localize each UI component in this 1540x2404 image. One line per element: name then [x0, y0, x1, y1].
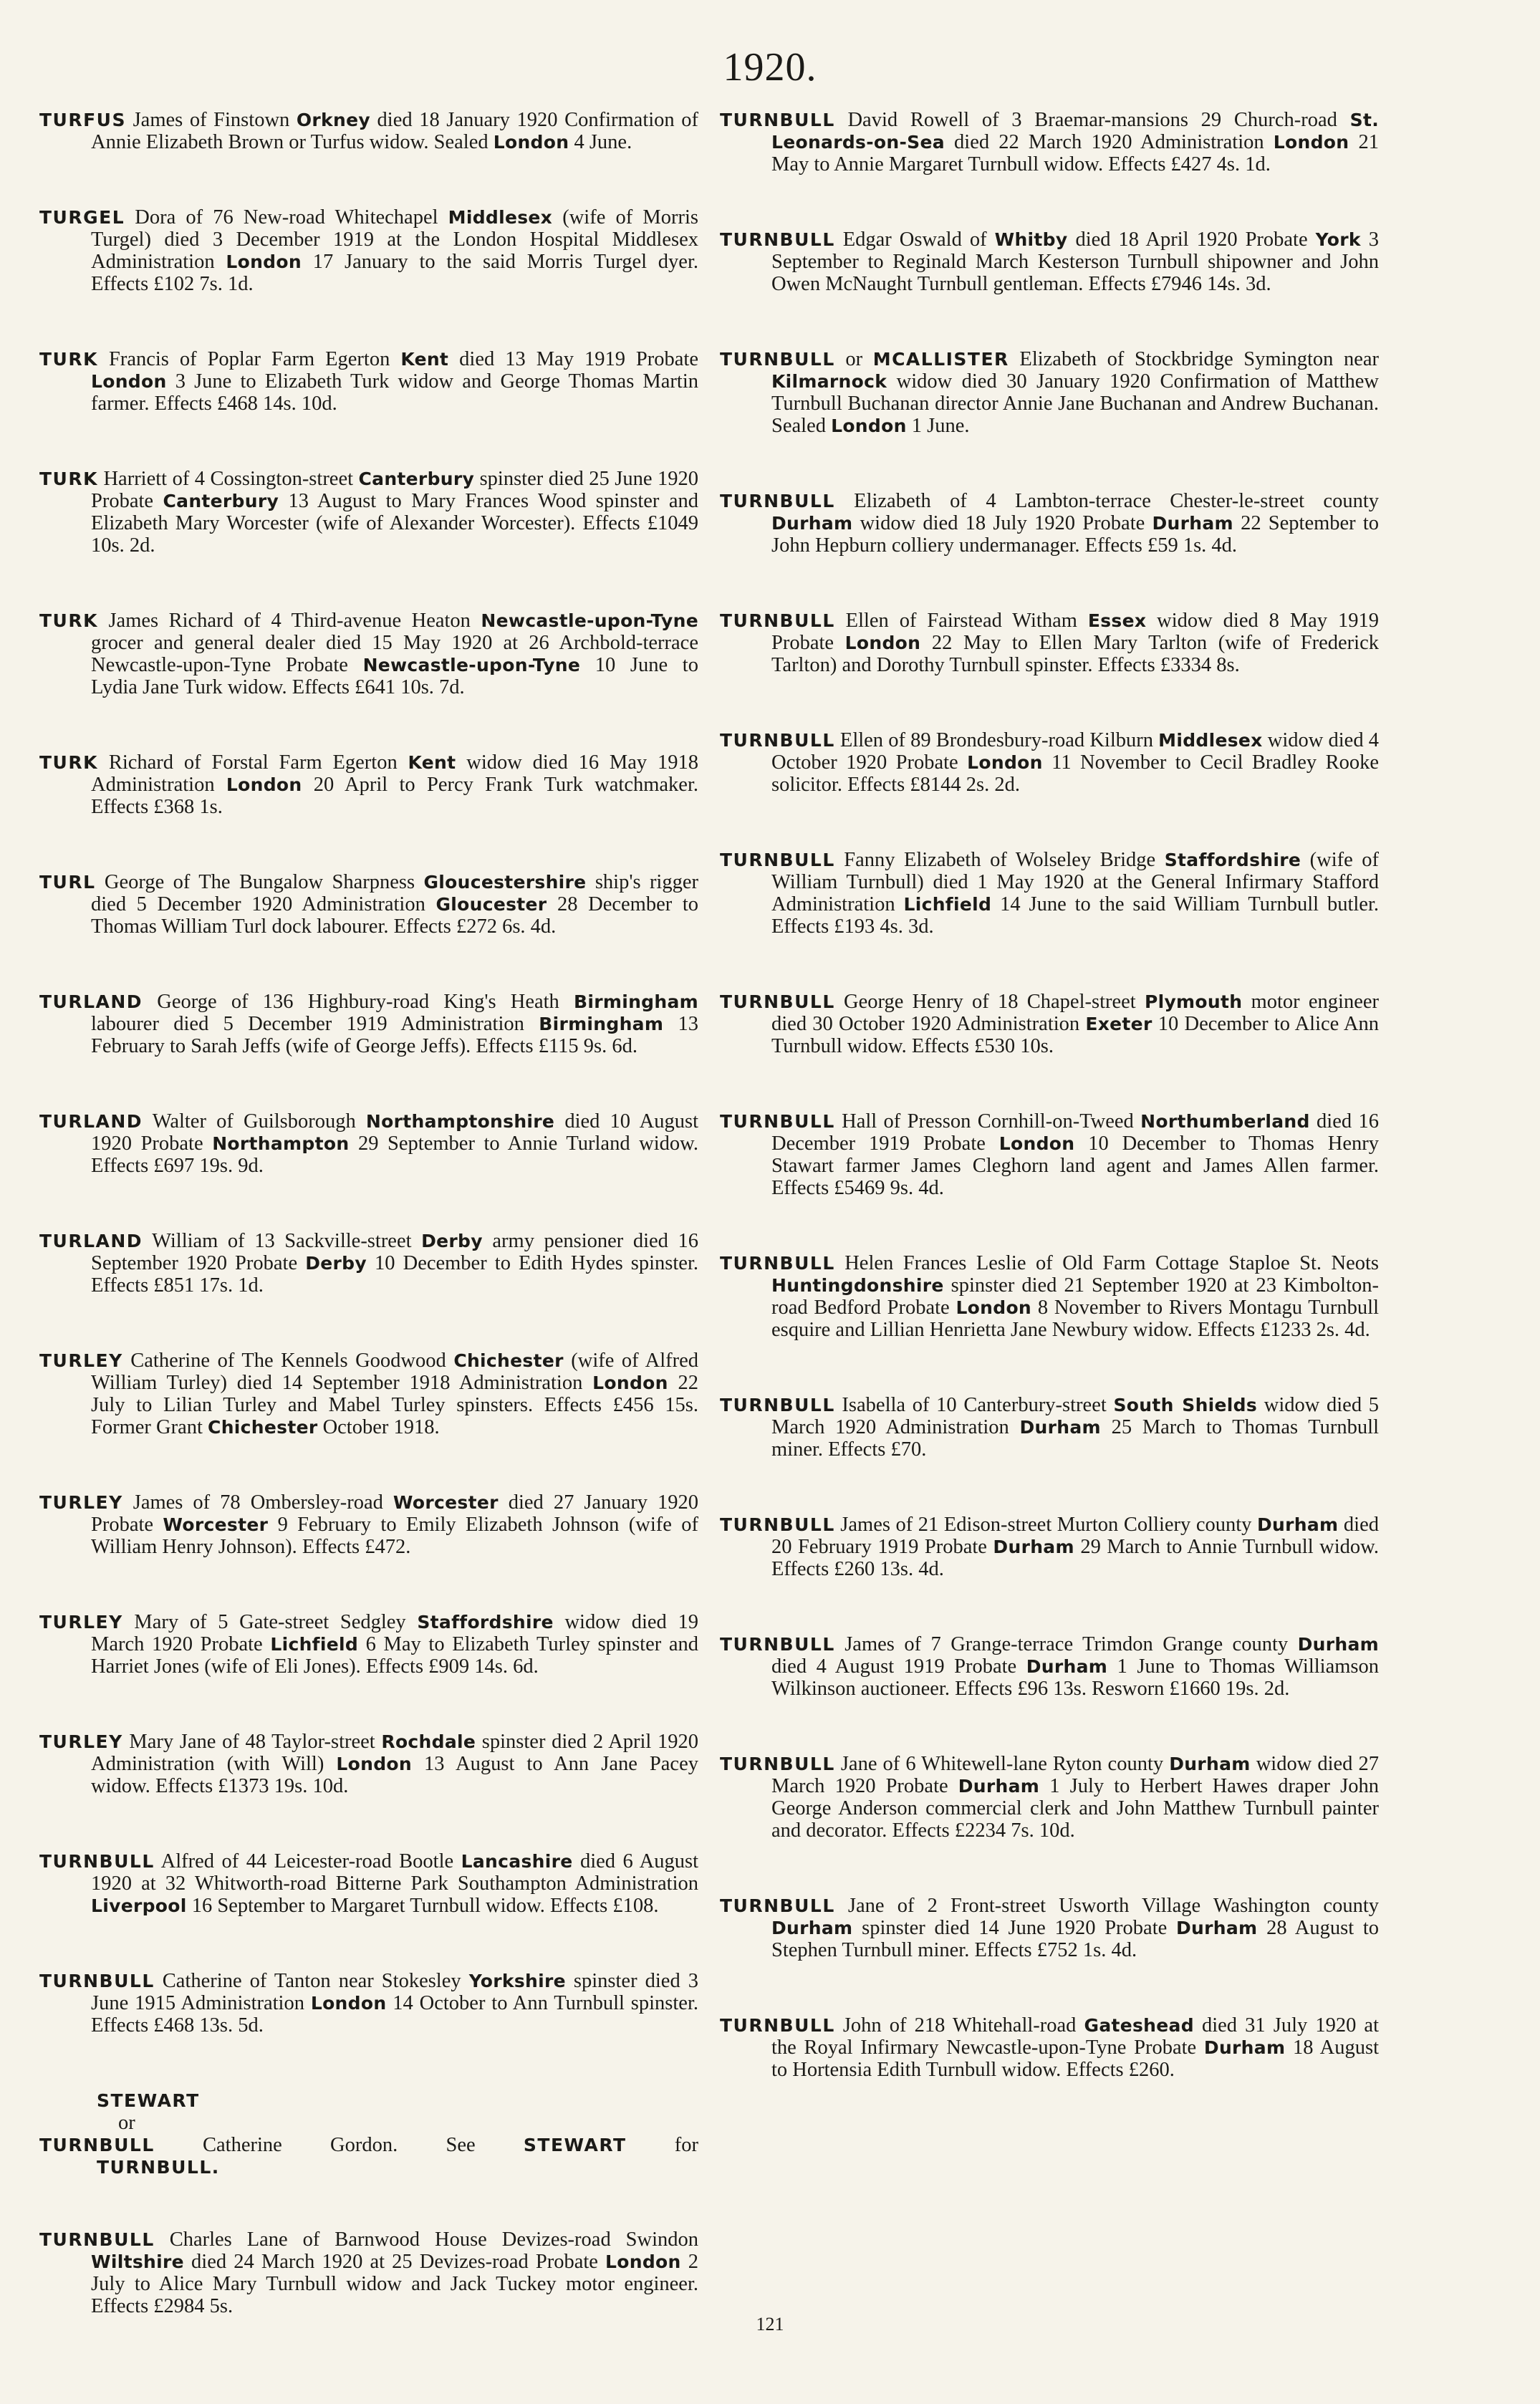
entry-text: James of 21 Edison-street Murton Colliery county [834, 1514, 1257, 1536]
entry-text: Richard of Forstal Farm Egerton [97, 751, 408, 774]
entry-text: died 18 January 1920 Confirmation of Annie Elizabeth Brown or Turfus widow. Sealed [91, 109, 698, 153]
entry-alias-surname: MCALLISTER [872, 349, 1009, 370]
calendar-entry [39, 1611, 698, 1678]
entry-text: Catherine of The Kennels Goodwood [122, 1350, 454, 1372]
calendar-entry [720, 1753, 1379, 1842]
entry-place: Durham [1026, 1656, 1108, 1677]
entry-place: Durham [1297, 1634, 1379, 1655]
calendar-entry [720, 729, 1379, 796]
entry-place: Huntingdonshire [771, 1275, 944, 1296]
entry-alias-connector: or [834, 348, 873, 370]
entry-surname: TURK [39, 349, 98, 370]
entry-place: Staffordshire [417, 1612, 554, 1633]
entry-place: Kent [408, 752, 456, 773]
entry-place: London [493, 132, 569, 153]
calendar-entry [39, 991, 698, 1057]
entry-place: Lichfield [270, 1634, 359, 1655]
entry-text: 6 May to Elizabeth Turley spinster and Harriet Jones (wife of Eli Jones). Effects £909 14s. 6d. [91, 1633, 698, 1678]
entry-place: Middlesex [1158, 730, 1263, 751]
entry-text: 10 December to Edith Hydes spinster. Effects £851 17s. 1d. [91, 1252, 698, 1297]
entry-text: died 24 March 1920 at 25 Devizes-road Probate [183, 2251, 606, 2273]
calendar-entry [39, 1350, 698, 1438]
entry-place: London [967, 752, 1043, 773]
entry-place: Durham [1176, 1918, 1258, 1938]
entry-text: 8 November to Rivers Montagu Turnbull esquire and Lillian Henrietta Jane Newbury widow. Effects £1233 2s. 4d. [771, 1297, 1379, 1341]
entry-place: Staffordshire [1164, 850, 1301, 870]
entry-text: Dora of 76 New-road Whitechapel [125, 206, 448, 229]
page-number: 121 [756, 2314, 784, 2335]
entry-text: (wife of Alfred William Turley) died 14 September 1918 Administration [91, 1350, 699, 1394]
entry-text: widow died 5 March 1920 Administration [771, 1394, 1380, 1438]
entry-place: London [226, 774, 302, 795]
entry-surname: TURLEY [39, 1350, 123, 1371]
entry-text: Ellen of 89 Brondesbury-road Kilburn [834, 729, 1159, 751]
entry-text: William of 13 Sackville-street [143, 1230, 422, 1252]
entry-text: died 18 April 1920 Probate [1067, 229, 1316, 251]
entry-text: motor engineer died 30 October 1920 Administration [771, 991, 1379, 1035]
xref-see: See [446, 2134, 476, 2156]
entry-surname: TURNBULL [720, 2015, 835, 2036]
xref-given-names: Catherine Gordon. [203, 2134, 398, 2156]
entry-text: died 4 August 1919 Probate [771, 1655, 1026, 1678]
entry-surname: TURNBULL [39, 2229, 155, 2250]
entry-place: St. Leonards-on-Sea [771, 110, 1379, 153]
entry-place: Worcester [163, 1514, 269, 1535]
entry-place: London [605, 2251, 681, 2272]
calendar-entry [39, 1970, 698, 2037]
entry-surname: TURNBULL [720, 730, 835, 751]
entry-text: widow died 18 July 1920 Probate [852, 512, 1152, 534]
entry-text: 22 September to John Hepburn colliery undermanager. Effects £59 1s. 4d. [771, 512, 1380, 557]
calendar-entry [39, 751, 698, 818]
left-column [39, 109, 698, 2370]
entry-place: Essex [1087, 610, 1147, 631]
entry-surname: TURK [39, 610, 98, 631]
entry-text: Mary of 5 Gate-street Sedgley [122, 1611, 418, 1633]
entry-place: Yorkshire [468, 1971, 566, 1991]
entry-surname: TURLEY [39, 1731, 123, 1752]
entry-place: Rochdale [381, 1731, 476, 1752]
entry-text: Walter of Guilsborough [143, 1110, 366, 1133]
entry-surname: TURLEY [39, 1612, 123, 1633]
entry-place: Durham [993, 1537, 1074, 1557]
entry-surname: TURNBULL [39, 1851, 155, 1872]
entry-text: 14 October to Ann Turnbull spinster. Effects £468 13s. 5d. [91, 1992, 698, 2037]
entry-place: London [1273, 132, 1349, 153]
entry-place: Gateshead [1084, 2015, 1194, 2036]
entry-text: 2 July to Alice Mary Turnbull widow and Jack Tuckey motor engineer. Effects £2984 5s. [91, 2251, 699, 2317]
entry-surname: TURNBULL [720, 229, 835, 250]
entry-text: James of 7 Grange-terrace Trimdon Grange county [834, 1633, 1298, 1655]
entry-text: James Richard of 4 Third-avenue Heaton [97, 610, 481, 632]
entry-place: Birmingham [539, 1014, 664, 1034]
entry-surname: TURNBULL [720, 1634, 835, 1655]
entry-text: Alfred of 44 Leicester-road Bootle [154, 1850, 461, 1872]
entry-text: Isabella of 10 Canterbury-street [834, 1394, 1114, 1416]
entry-surname: TURFUS [39, 110, 126, 130]
entry-text: Charles Lane of Barnwood House Devizes-road Swindon [154, 2228, 698, 2251]
entry-text: 18 August to Hortensia Edith Turnbull widow. Effects £260. [771, 2037, 1379, 2081]
entry-text: 10 June to Lydia Jane Turk widow. Effects £641 10s. 7d. [91, 654, 698, 698]
entry-place: Newcastle-upon-Tyne [481, 610, 698, 631]
calendar-entry [39, 206, 698, 295]
entry-surname: TURNBULL [720, 1895, 835, 1916]
entry-text: October 1918. [317, 1416, 440, 1438]
entry-text: 4 June. [569, 131, 632, 153]
calendar-entry [39, 468, 698, 557]
calendar-entry [720, 849, 1379, 938]
entry-place: London [91, 371, 167, 392]
entry-place: Worcester [393, 1492, 499, 1513]
entry-surname: TURNBULL [720, 1395, 835, 1415]
entry-text: Fanny Elizabeth of Wolseley Bridge [834, 849, 1165, 871]
entry-surname: TURNBULL [720, 349, 835, 370]
entry-place: London [844, 633, 921, 653]
entry-place: Northamptonshire [365, 1111, 555, 1132]
entry-text: 3 June to Elizabeth Turk widow and George Thomas Martin farmer. Effects £468 14s. 10d. [91, 370, 698, 415]
entry-surname: TURNBULL [39, 1971, 155, 1991]
entry-surname: TURL [39, 872, 96, 893]
entry-text: Harriett of 4 Cossington-street [97, 468, 359, 490]
entry-surname: TURK [39, 468, 98, 489]
entry-place: Birmingham [574, 991, 698, 1012]
entry-place: Canterbury [163, 491, 279, 511]
entry-text: 25 March to Thomas Turnbull miner. Effects £70. [771, 1416, 1379, 1461]
entry-surname: TURNBULL [720, 1253, 835, 1274]
entry-place: Whitby [994, 229, 1068, 250]
entry-text: spinster died 25 June 1920 Probate [91, 468, 698, 512]
entry-text: Ellen of Fairstead Witham [834, 610, 1088, 632]
entry-text: George Henry of 18 Chapel-street [834, 991, 1145, 1013]
entry-place: Plymouth [1144, 991, 1243, 1012]
entry-text: died 31 July 1920 at the Royal Infirmary Newcastle-upon-Tyne Probate [771, 2014, 1379, 2059]
entry-text: George of 136 Highbury-road King's Heath [143, 991, 574, 1013]
entry-place: Durham [1256, 1514, 1339, 1535]
entry-place: London [998, 1133, 1075, 1154]
entry-text: Helen Frances Leslie of Old Farm Cottage Staploe St. Neots [834, 1252, 1379, 1274]
entry-text: 29 September to Annie Turland widow. Effects £697 19s. 9d. [91, 1133, 698, 1177]
calendar-entry [720, 1514, 1379, 1580]
entry-place: Middlesex [448, 207, 553, 228]
entry-surname: TURGEL [39, 207, 125, 228]
right-column [720, 109, 1379, 2134]
entry-place: Exeter [1085, 1014, 1152, 1034]
calendar-entry [720, 1633, 1379, 1700]
entry-place: Gloucestershire [423, 872, 587, 893]
entry-place: London [336, 1754, 412, 1774]
calendar-entry [39, 1110, 698, 1177]
entry-text: 21 May to Annie Margaret Turnbull widow. Effects £427 4s. 1d. [771, 131, 1379, 176]
entry-text: Catherine of Tanton near Stokesley [154, 1970, 469, 1992]
entry-text: 1 June. [906, 415, 970, 437]
entry-text: 14 June to the said William Turnbull butler. Effects £193 4s. 3d. [771, 893, 1379, 938]
calendar-entry [720, 1110, 1379, 1199]
xref-for: for [674, 2134, 698, 2156]
entry-place: Orkney [296, 110, 370, 130]
entry-text: 10 December to Alice Ann Turnbull widow. Effects £530 10s. [771, 1013, 1379, 1057]
entry-text: died 20 February 1919 Probate [771, 1514, 1379, 1558]
entry-text: 9 February to Emily Elizabeth Johnson (wife of William Henry Johnson). Effects £472. [91, 1514, 698, 1558]
xref-surname-bottom: TURNBULL. [97, 2157, 220, 2178]
entry-text: spinster died 2 April 1920 Administration (with Will) [91, 1731, 698, 1775]
entry-text: 17 January to the said Morris Turgel dyer. Effects £102 7s. 1d. [91, 251, 698, 295]
entry-text: 22 July to Lilian Turley and Mabel Turley spinsters. Effects £456 15s. Former Grant [91, 1372, 699, 1438]
entry-surname: TURLAND [39, 1111, 143, 1132]
entry-surname: TURLAND [39, 1231, 143, 1251]
entry-text: died 6 August 1920 at 32 Whitworth-road Bitterne Park Southampton Administration [91, 1850, 699, 1895]
entry-place: Durham [771, 513, 853, 534]
entry-text: Edgar Oswald of [834, 229, 995, 251]
entry-text: ship's rigger died 5 December 1920 Administration [91, 871, 698, 915]
entry-text: widow died 30 January 1920 Confirmation of Matthew Turnbull Buchanan director Annie Jane Buchanan and Andrew Buchanan. Sealed [771, 370, 1379, 437]
entry-text: widow died 27 March 1920 Probate [771, 1753, 1379, 1797]
entry-place: Canterbury [358, 468, 475, 489]
entry-text: 28 December to Thomas William Turl dock labourer. Effects £272 6s. 4d. [91, 893, 698, 938]
entry-text: 28 August to Stephen Turnbull miner. Effects £752 1s. 4d. [771, 1917, 1380, 1961]
entry-text: Mary Jane of 48 Taylor-street [122, 1731, 382, 1753]
entry-text: (wife of William Turnbull) died 1 May 1920 at the General Infirmary Stafford Administration [771, 849, 1379, 915]
calendar-entry [720, 109, 1379, 176]
entry-text: 1 July to Herbert Hawes draper John George Anderson commercial clerk and John Matthew Turnbull painter and decorator. Effects £2234 7s. 10d. [771, 1775, 1379, 1842]
calendar-entry [720, 991, 1379, 1057]
entry-surname: TURNBULL [720, 850, 835, 870]
entry-place: London [956, 1297, 1032, 1318]
calendar-entry [720, 229, 1379, 295]
entry-surname: TURLAND [39, 991, 143, 1012]
calendar-entry [720, 1895, 1379, 1961]
calendar-entry [720, 1394, 1379, 1461]
calendar-entry [39, 2228, 698, 2317]
calendar-entry [39, 1850, 698, 1917]
entry-text: died 13 May 1919 Probate [448, 348, 698, 370]
entry-place: Durham [771, 1918, 853, 1938]
entry-text: army pensioner died 16 September 1920 Probate [91, 1230, 698, 1274]
entry-text: died 27 January 1920 Probate [91, 1491, 698, 1536]
entry-text: widow died 8 May 1919 Probate [771, 610, 1379, 654]
entry-text: 22 May to Ellen Mary Tarlton (wife of Frederick Tarlton) and Dorothy Turnbull spinster. Effects £3334 8s. [771, 632, 1379, 676]
entry-place: Northumberland [1140, 1111, 1310, 1132]
entry-text: Francis of Poplar Farm Egerton [97, 348, 401, 370]
entry-place: York [1315, 229, 1361, 250]
entry-place: Durham [1169, 1754, 1251, 1774]
calendar-entry [720, 348, 1379, 437]
entry-place: Durham [1203, 2037, 1286, 2058]
entry-text: 13 August to Ann Jane Pacey widow. Effects £1373 19s. 10d. [91, 1753, 698, 1797]
entry-text: died 16 December 1919 Probate [771, 1110, 1379, 1155]
entry-text: (wife of Morris Turgel) died 3 December 1919 at the London Hospital Middlesex Administration [91, 206, 698, 273]
entry-surname: TURNBULL [720, 991, 835, 1012]
calendar-entry [720, 490, 1379, 557]
entry-surname: TURK [39, 752, 98, 773]
entry-text: James of Finstown [126, 109, 297, 131]
entry-text: 11 November to Cecil Bradley Rooke solicitor. Effects £8144 2s. 2d. [771, 751, 1379, 796]
entry-text: spinster died 14 June 1920 Probate [852, 1917, 1176, 1939]
entry-surname: TURNBULL [720, 491, 835, 511]
entry-text: John of 218 Whitehall-road [834, 2014, 1084, 2037]
entry-text: 13 February to Sarah Jeffs (wife of George Jeffs). Effects £115 9s. 6d. [91, 1013, 699, 1057]
entry-place: Durham [1019, 1417, 1101, 1438]
entry-place: London [592, 1372, 668, 1393]
entry-text: David Rowell of 3 Braemar-mansions 29 Church-road [834, 109, 1350, 131]
calendar-entry [39, 610, 698, 698]
entry-place: Liverpool [91, 1895, 187, 1916]
entry-text: Elizabeth of 4 Lambton-terrace Chester-le-street county [834, 490, 1379, 512]
entry-surname: TURLEY [39, 1492, 123, 1513]
entry-text: spinster died 3 June 1915 Administration [91, 1970, 698, 2014]
page-year-heading: 1920. [723, 45, 817, 90]
entry-place: Derby [421, 1231, 483, 1251]
calendar-entry [39, 1230, 698, 1297]
entry-surname: TURNBULL [720, 110, 835, 130]
entry-place: Durham [958, 1776, 1040, 1797]
entry-text: widow died 16 May 1918 Administration [91, 751, 698, 796]
calendar-entry [39, 1491, 698, 1558]
entry-place: Chichester [453, 1350, 564, 1371]
entry-surname: TURNBULL [720, 1754, 835, 1774]
calendar-entry [39, 109, 698, 153]
entry-text: grocer and general dealer died 15 May 1920 at 26 Archbold-terrace Newcastle-upon-Tyne Probate [91, 632, 698, 676]
entry-surname: TURNBULL [720, 1514, 835, 1535]
entry-place: Gloucester [435, 894, 547, 915]
calendar-entry [720, 2014, 1379, 2081]
entry-text: spinster died 21 September 1920 at 23 Kimbolton-road Bedford Probate [771, 1274, 1379, 1319]
entry-text: Hall of Presson Cornhill-on-Tweed [834, 1110, 1141, 1133]
entry-text: died 10 August 1920 Probate [91, 1110, 698, 1155]
entry-place: Wiltshire [91, 2251, 184, 2272]
entry-place: Northampton [212, 1133, 350, 1154]
entry-text: widow died 4 October 1920 Probate [771, 729, 1379, 774]
entry-place: London [831, 415, 907, 436]
cross-reference-entry [39, 2090, 698, 2178]
entry-text: died 22 March 1920 Administration [944, 131, 1274, 153]
xref-target: STEWART [523, 2135, 627, 2155]
calendar-entry [720, 1252, 1379, 1341]
entry-text: 3 September to Reginald March Kesterson Turnbull shipowner and John Owen McNaught Turnbull gentleman. Effects £7946 14s. 3d. [771, 229, 1380, 295]
entry-text: James of 78 Ombersley-road [122, 1491, 393, 1514]
entry-place: Lancashire [461, 1851, 573, 1872]
entry-text: Jane of 6 Whitewell-lane Ryton county [834, 1753, 1170, 1775]
entry-text: labourer died 5 December 1919 Administration [91, 1013, 539, 1035]
entry-surname: TURNBULL [720, 610, 835, 631]
entry-place: Newcastle-upon-Tyne [362, 655, 581, 675]
entry-text: George of The Bungalow Sharpness [95, 871, 424, 893]
entry-place: Kilmarnock [771, 371, 887, 392]
calendar-entry [39, 348, 698, 415]
entry-text: 13 August to Mary Frances Wood spinster and Elizabeth Mary Worcester (wife of Alexander Worcester). Effects £1049 10s. 2d. [91, 490, 698, 557]
entry-text: 16 September to Margaret Turnbull widow. Effects £108. [186, 1895, 659, 1917]
entry-place: South Shields [1113, 1395, 1258, 1415]
entry-place: Kent [400, 349, 449, 370]
entry-place: Lichfield [903, 894, 992, 915]
entry-text: Jane of 2 Front-street Usworth Village Washington county [834, 1895, 1379, 1917]
entry-text: 20 April to Percy Frank Turk watchmaker. Effects £368 1s. [91, 774, 698, 818]
calendar-entry [39, 871, 698, 938]
xref-or: or [118, 2112, 135, 2134]
calendar-entry [720, 610, 1379, 676]
entry-text: widow died 19 March 1920 Probate [91, 1611, 698, 1655]
entry-place: London [310, 1993, 387, 2014]
entry-text: 10 December to Thomas Henry Stawart farmer James Cleghorn land agent and James Allen farmer. Effects £5469 9s. 4d. [771, 1133, 1379, 1199]
xref-surname-top: STEWART [97, 2090, 200, 2111]
entry-place: Chichester [208, 1417, 318, 1438]
entry-text: 1 June to Thomas Williamson Wilkinson auctioneer. Effects £96 13s. Resworn £1660 19s. 2d. [771, 1655, 1379, 1700]
entry-place: Durham [1152, 513, 1233, 534]
entry-place: Derby [305, 1253, 367, 1274]
entry-text: 29 March to Annie Turnbull widow. Effects £260 13s. 4d. [771, 1536, 1379, 1580]
xref-name: TURNBULL [39, 2135, 155, 2155]
entry-place: London [226, 251, 302, 272]
entry-text: Elizabeth of Stockbridge Symington near [1009, 348, 1379, 370]
entry-surname: TURNBULL [720, 1111, 835, 1132]
calendar-entry [39, 1731, 698, 1797]
